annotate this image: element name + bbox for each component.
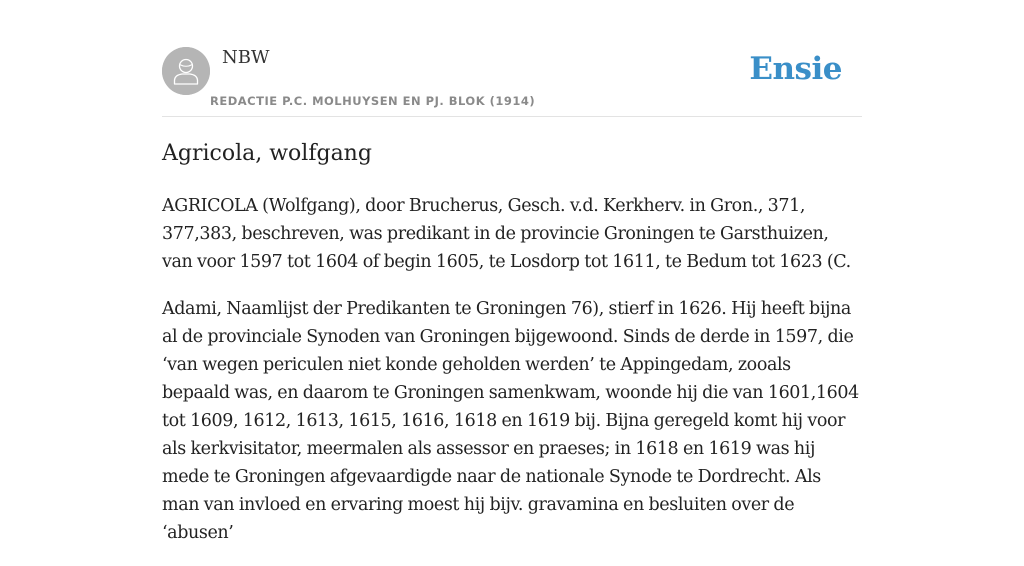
page bbox=[162, 0, 862, 543]
user-icon bbox=[162, 47, 210, 95]
header bbox=[162, 0, 862, 117]
article-paragraph: AGRICOLA (Wolfgang), door Brucherus, Gesch. v.d. Kerkherv. in Gron., 371, 377,383, beschreven, was predikant in de provincie Groningen te Garsthuizen, van voor 1597 tot 1604 of begin 1605, te Losdorp tot 1611, te Bedum tot 1623 (C. bbox=[162, 196, 851, 272]
brand-logo[interactable]: Ensie bbox=[749, 51, 842, 87]
source-label: REDACTIE P.C. MOLHUYSEN EN PJ. BLOK (1914) bbox=[210, 94, 536, 108]
author-avatar[interactable] bbox=[162, 47, 210, 95]
article-title: Agricola, wolfgang bbox=[162, 141, 372, 166]
article-body bbox=[162, 192, 862, 566]
article-paragraph: Adami, Naamlijst der Predikanten te Groningen 76), stierf in 1626. Hij heeft bijna al de provinciale Synoden van Groningen bijgewoond. Sinds de derde in 1597, die ‘van wegen periculen niet konde geholden werden’ te Appingedam, zooals bepaald was, en daarom te Groningen samenkwam, woonde hij die van 1601,1604 tot 1609, 1612, 1613, 1615, 1616, 1618 en 1619 bij. Bijna geregeld komt hij voor als kerkvisitator, meermalen als assessor en praeses; in 1618 en 1619 was hij mede te Groningen afgevaardigde naar de nationale Synode te Dordrecht. Als man van invloed en ervaring moest hij bijv. gravamina en besluiten over de ‘abusen’ bbox=[162, 299, 859, 543]
author-name[interactable]: NBW bbox=[222, 47, 270, 68]
